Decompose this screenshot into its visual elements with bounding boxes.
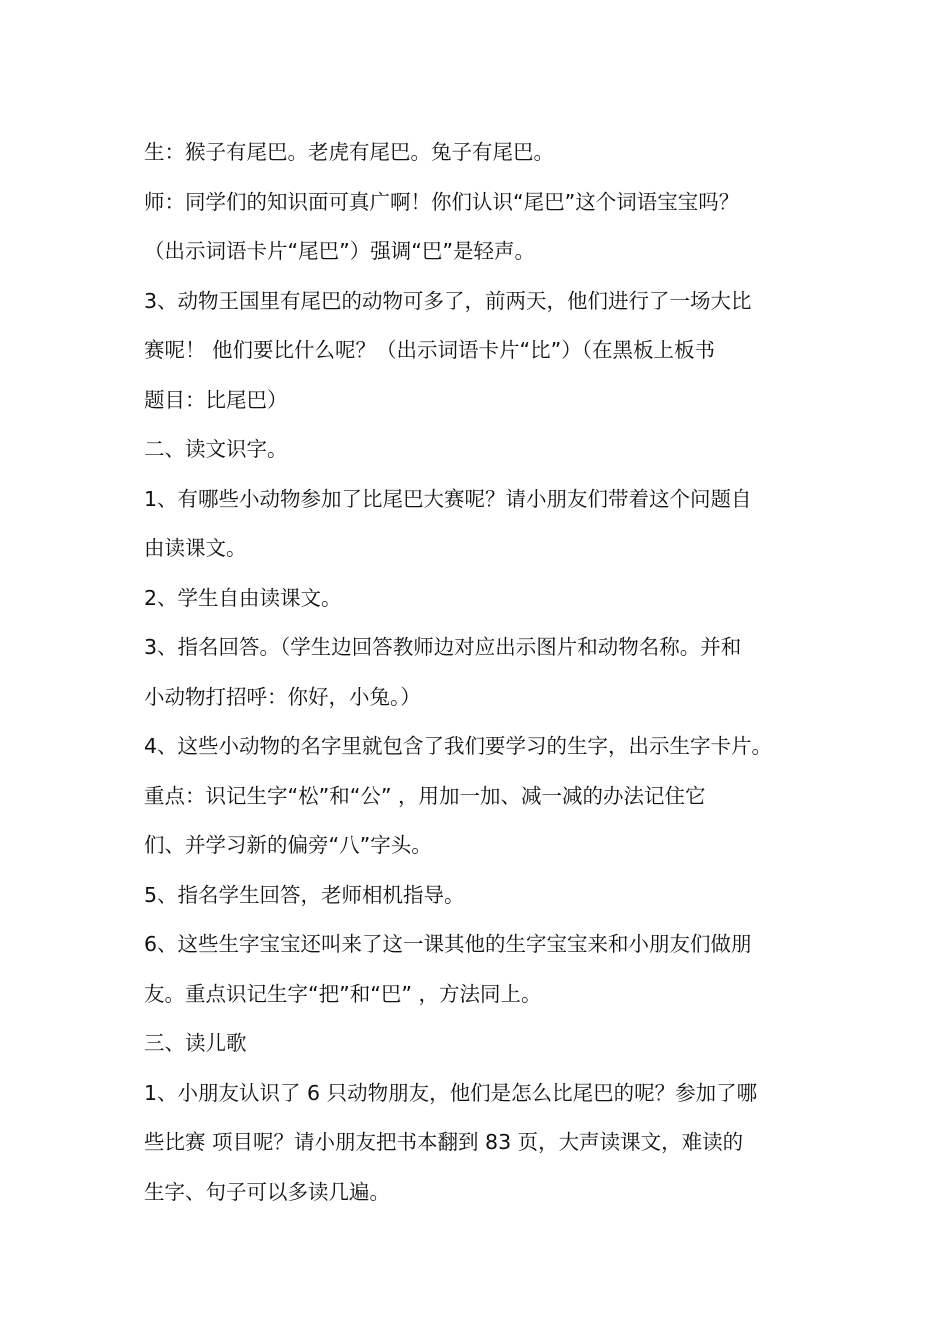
text-line: 2、学生自由读课文。 [144,585,342,610]
text-line: 题目：比尾巴） [144,387,288,412]
text-line: 5、指名学生回答，老师相机指导。 [144,882,465,907]
text-line: 生：猴子有尾巴。老虎有尾巴。兔子有尾巴。 [144,140,554,164]
text-line: 生字、句子可以多读几遍。 [144,1179,390,1204]
text-line: 1、有哪些小动物参加了比尾巴大赛呢？请小朋友们带着这个问题自 [144,486,752,511]
text-line: 些比赛 项目呢？请小朋友把书本翻到 83 页，大声读课文，难读的 [144,1130,744,1154]
text-line: 6、这些生字宝宝还叫来了这一课其他的生字宝宝来和小朋友们做朋 [144,932,752,956]
text-line: 重点：识记生字“松”和“公” ，用加一加、减一减的办法记住它 [144,783,706,808]
text-line: 们、并学习新的偏旁“八”字头。 [144,833,432,857]
text-line: 赛呢！ 他们要比什么呢？（出示词语卡片“比”）（在黑板上板书 [144,338,716,362]
text-line: 师：同学们的知识面可真广啊！你们认识“尾巴”这个词语宝宝吗？ [144,189,740,214]
text-line: 3、动物王国里有尾巴的动物可多了，前两天，他们进行了一场大比 [144,288,752,313]
text-line: 3、指名回答。（学生边回答教师边对应出示图片和动物名称。并和 [144,635,742,659]
text-line: 友。重点识记生字“把”和“巴” ，方法同上。 [144,981,542,1006]
text-line: （出示词语卡片“尾巴”）强调“巴”是轻声。 [144,239,535,263]
document-body [144,128,824,1217]
section-heading: 三、读儿歌 [144,1031,247,1055]
text-line: 由读课文。 [144,536,247,560]
section-heading: 二、读文识字。 [144,437,288,461]
text-line: 4、这些小动物的名字里就包含了我们要学习的生字，出示生字卡片。 [144,734,773,758]
text-line: 1、小朋友认识了 6 只动物朋友，他们是怎么比尾巴的呢？参加了哪 [144,1080,758,1105]
text-line: 小动物打招呼：你好，小兔。） [144,684,421,709]
